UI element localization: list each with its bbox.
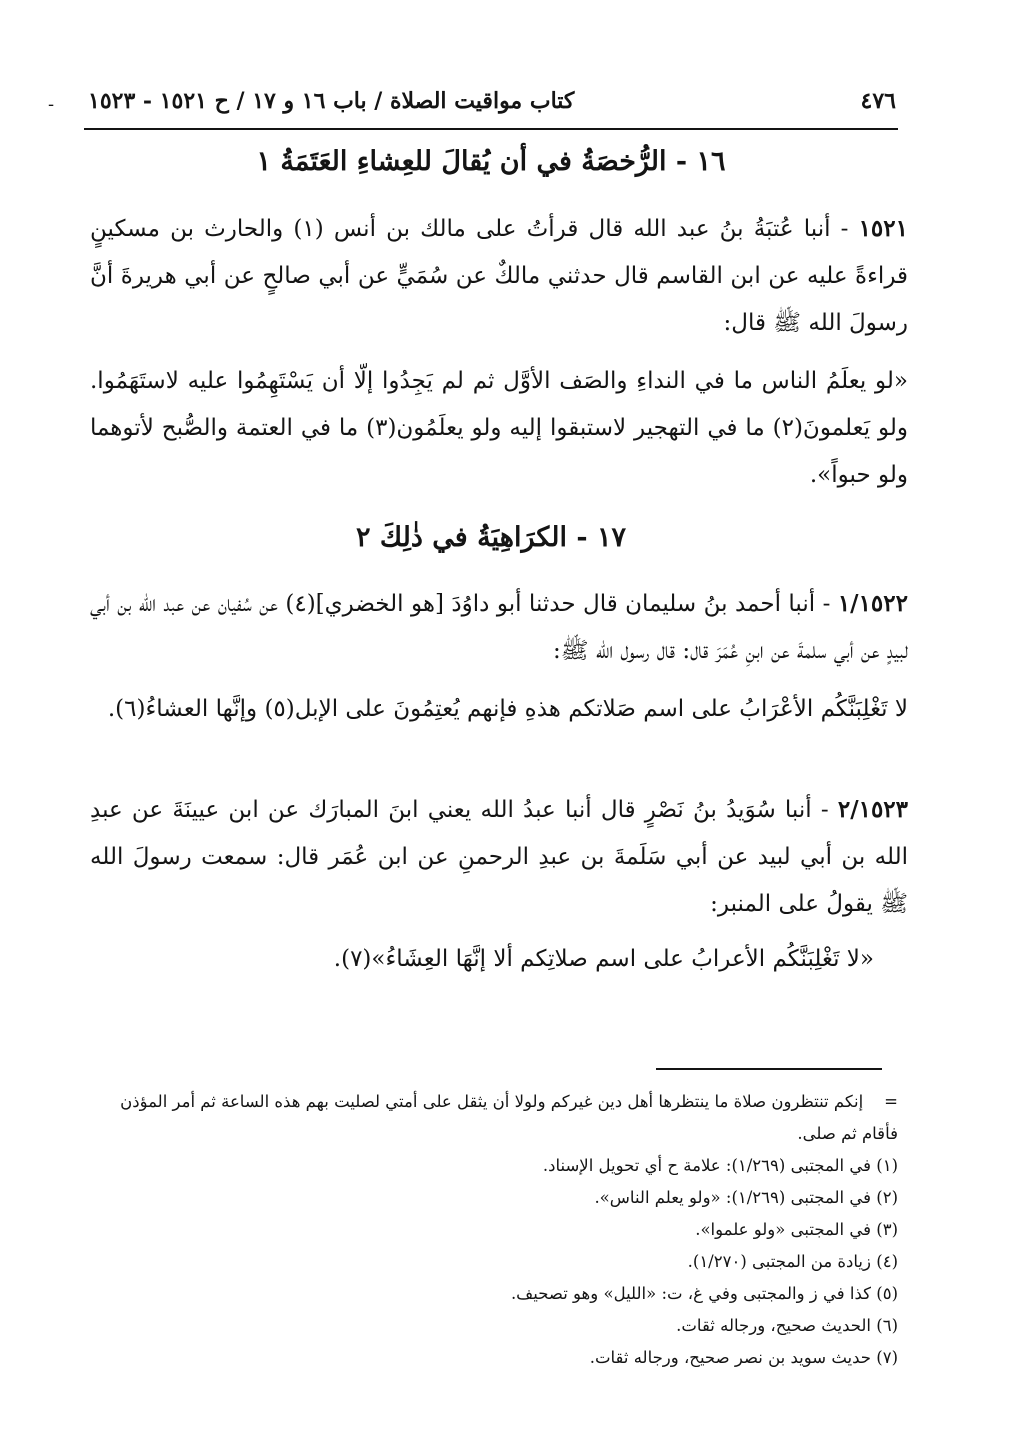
hadith-isnad: أنبا عُتبَةُ بنُ عبد الله قال قرأتُ على مالك بن أنس (١) والحارث بن مسكينٍ قراءةً عليه عن ابن القاسم قال حدثني مالكٌ عن سُمَيٍّ عن أبي صالحٍ عن أبي هريرةَ أنَّ رسولَ الله ﷺ قال: xyxy=(90,216,908,336)
footnote-continuation xyxy=(84,1086,898,1150)
footnote-3: (٣) في المجتبى «ولو علموا». xyxy=(695,1220,898,1239)
continuation-marker: = xyxy=(884,1092,898,1111)
footnote-2: (٢) في المجتبى (١/٢٦٩): «ولو يعلم الناس». xyxy=(594,1188,898,1207)
footnote-6: (٦) الحديث صحيح، ورجاله ثقات. xyxy=(676,1316,898,1335)
hadith-number: ٢/١٥٢٣ xyxy=(837,796,909,823)
hadith-1522: ١/١٥٢٢ - أنبا أحمد بنُ سليمان قال حدثنا أبو داوُدَ [هو الخضري](٤) عن سُفيان عن عبد الله بن أبي لبيدٍ عن أبي سلمةَ عن ابنِ عُمَرَ قال: قال رسول الله ﷺ: xyxy=(90,590,908,664)
page-number: ٤٧٦ xyxy=(860,88,896,114)
hadith-1522-matn: لا تَغْلِبَنَّكُم الأعْرَابُ على اسم صَلاتكم هذهِ فإنهم يُعتِمُونَ على الإبل(٥) وإنَّها العشاءُ(٦). xyxy=(107,696,908,722)
page-header xyxy=(48,88,898,130)
hadith-number: ١/١٥٢٢ xyxy=(837,590,908,617)
footnotes xyxy=(84,1086,898,1374)
hadith-isnad: أنبا سُوَيدُ بنُ نَصْرٍ قال أنبا عبدُ الله يعني ابنَ المبارَك عن ابن عيينَةَ عن عبدِ الله بن أبي لبيد عن أبي سَلَمةَ بن عبدِ الرحمنِ عن ابن عُمَر قال: سمعت رسولَ الله ﷺ يقولُ على المنبر: xyxy=(90,797,908,917)
hadith-1523-matn: «لا تَغْلِبَنَّكُم الأعرابُ على اسم صلاتِكم ألا إنَّهَا العِشَاءُ»(٧). xyxy=(333,946,874,972)
section-heading-17: ١٧ - الكرَاهِيَةُ في ذٰلِكَ ٢ xyxy=(355,522,627,553)
hadith-number: ١٥٢١ xyxy=(858,215,908,242)
footnote-5: (٥) كذا في ز والمجتبى وفي غ، ت: «الليل» وهو تصحيف. xyxy=(510,1284,898,1303)
hadith-isnad: أنبا أحمد بنُ سليمان قال حدثنا أبو داوُدَ [هو الخضري](٤) عن سُفيان عن عبد الله بن أبي لبيدٍ عن أبي سلمةَ عن ابنِ عُمَرَ قال: قال رسول الله ﷺ: xyxy=(90,591,908,664)
footnote-4: (٤) زيادة من المجتبى (١/٢٧٠). xyxy=(687,1252,898,1271)
footnote-7: (٧) حديث سويد بن نصر صحيح، ورجاله ثقات. xyxy=(589,1348,898,1367)
hadith-1523: ٢/١٥٢٣ - أنبا سُوَيدُ بنُ نَصْرٍ قال أنبا عبدُ الله يعني ابنَ المبارَك عن ابن عيينَةَ عن عبدِ الله بن أبي لبيد عن أبي سَلَمةَ بن عبدِ الرحمنِ عن ابن عُمَر قال: سمعت رسولَ الله ﷺ يقولُ على المنبر: xyxy=(90,796,909,917)
section-heading-16: ١٦ - الرُّخصَةُ في أن يُقالَ للعِشاءِ العَتَمَةُ ١ xyxy=(256,146,726,177)
footnote-separator xyxy=(656,1068,882,1070)
continuation-text: إنكم تنتظرون صلاة ما ينتظرها أهل دين غيركم ولولا أن يثقل على أمتي لصليت بهم هذه الساعة ثم أمر المؤذن فأقام ثم صلى. xyxy=(120,1092,898,1143)
hadith-1521-matn: «لو يعلَمُ الناس ما في النداءِ والصَف الأوَّل ثم لم يَجِدُوا إلّا أن يَسْتَهِمُوا عليه لاستَهَمُوا. ولو يَعلمونَ(٢) ما في التهجير لاستبقوا إليه ولو يعلَمُون(٣) ما في العتمة والصُّبح لأتوهما ولو حبواً». xyxy=(90,368,908,488)
hadith-1521: ١٥٢١ - أنبا عُتبَةُ بنُ عبد الله قال قرأتُ على مالك بن أنس (١) والحارث بن مسكينٍ قراءةً عليه عن ابن القاسم قال حدثني مالكٌ عن سُمَيٍّ عن أبي صالحٍ عن أبي هريرةَ أنَّ رسولَ الله ﷺ قال: xyxy=(90,215,908,336)
footnote-1: (١) في المجتبى (١/٢٦٩): علامة ح أي تحويل الإسناد. xyxy=(542,1156,898,1175)
running-title: كتاب مواقيت الصلاة / باب ١٦ و ١٧ / ح ١٥٢١ - ١٥٢٣ xyxy=(88,88,575,114)
margin-mark: - xyxy=(48,94,55,115)
